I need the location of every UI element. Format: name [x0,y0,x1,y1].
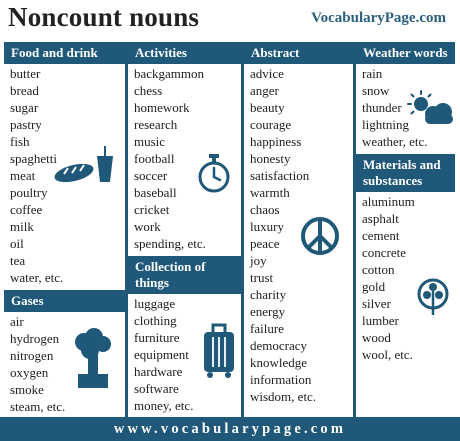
peace-icon [300,216,340,256]
list-item: weather, etc. [362,134,428,149]
list-item: sugar [10,100,39,115]
list-item: coffee [10,202,43,217]
list-item: milk [10,219,34,234]
list-item: wood [362,330,391,345]
list-item: research [134,117,178,132]
page-title: Noncount nouns [8,2,200,32]
list-item: luxury [250,219,284,234]
list-item: lightning [362,117,409,132]
list-item: rain [362,66,383,81]
stopwatch-icon [196,152,232,194]
list-item: beauty [250,100,285,115]
list-item: air [10,314,24,329]
list-item: silver [362,296,391,311]
list-item: tea [10,253,26,268]
list-item: trust [250,270,274,285]
list-item: asphalt [362,211,399,226]
list-item: cement [362,228,400,243]
list-item: bread [10,83,39,98]
list-item: advice [250,66,284,81]
list-item: honesty [250,151,291,166]
list-item: football [134,151,175,166]
list-item: homework [134,100,190,115]
list-item: thunder [362,100,402,115]
list-item: peace [250,236,280,251]
list-item: charity [250,287,287,302]
list-item: poultry [10,185,48,200]
list-item: warmth [250,185,290,200]
list-item: failure [250,321,284,336]
bread-drink-icon [50,144,120,186]
cotton-flower-icon [414,277,452,317]
list-item: chaos [250,202,280,217]
list-item: courage [250,117,292,132]
list-item: smoke [10,382,44,397]
list-item: baseball [134,185,177,200]
list-item: luggage [134,296,176,311]
list-item: nitrogen [10,348,54,363]
sun-cloud-icon [403,90,455,128]
list-item: oxygen [10,365,49,380]
list-item: wool, etc. [362,347,413,362]
list-item: gold [362,279,386,294]
site-name[interactable]: VocabularyPage.com [311,10,446,26]
list-item: steam, etc. [10,399,66,414]
list-item: energy [250,304,286,319]
list-item: fish [10,134,30,149]
list-item: meat [10,168,36,183]
luggage-icon [201,322,237,380]
list-item: equipment [134,347,189,362]
list-item: furniture [134,330,180,345]
list-item: backgammon [134,66,205,81]
section-header-abstract: Abstract [244,42,353,64]
list-item: concrete [362,245,407,260]
section-header-gases: Gases [4,290,125,312]
section-header-activities: Activities [128,42,241,64]
factory-smoke-icon [70,328,118,390]
list-item: clothing [134,313,177,328]
list-item: work [134,219,161,234]
list-item: democracy [250,338,308,353]
list-item: happiness [250,134,302,149]
footer-url[interactable]: www.vocabularypage.com [0,417,460,441]
list-item: cotton [362,262,395,277]
list-item: oil [10,236,24,251]
list-item: aluminum [362,194,415,209]
section-header-food: Food and drink [4,42,125,64]
list-item: knowledge [250,355,308,370]
list-item: spaghetti [10,151,57,166]
list-item: software [134,381,179,396]
list-item: money, etc. [134,398,194,413]
list-item: hardware [134,364,183,379]
section-header-weather: Weather words [356,42,455,64]
list-item: spending, etc. [134,236,206,251]
list-item: water, etc. [10,270,64,285]
section-header-collection: Collection of things [128,256,241,294]
list-item: music [134,134,166,149]
list-item: butter [10,66,41,81]
list-item: pastry [10,117,42,132]
list-item: snow [362,83,390,98]
list-item: information [250,372,312,387]
list-item: hydrogen [10,331,60,346]
list-item: soccer [134,168,168,183]
list-item: cricket [134,202,170,217]
list-item: satisfaction [250,168,310,183]
list-item: wisdom, etc. [250,389,317,404]
section-header-materials: Materials and substances [356,154,455,192]
list-item: lumber [362,313,399,328]
list-item: joy [250,253,267,268]
list-item: chess [134,83,163,98]
list-item: anger [250,83,279,98]
